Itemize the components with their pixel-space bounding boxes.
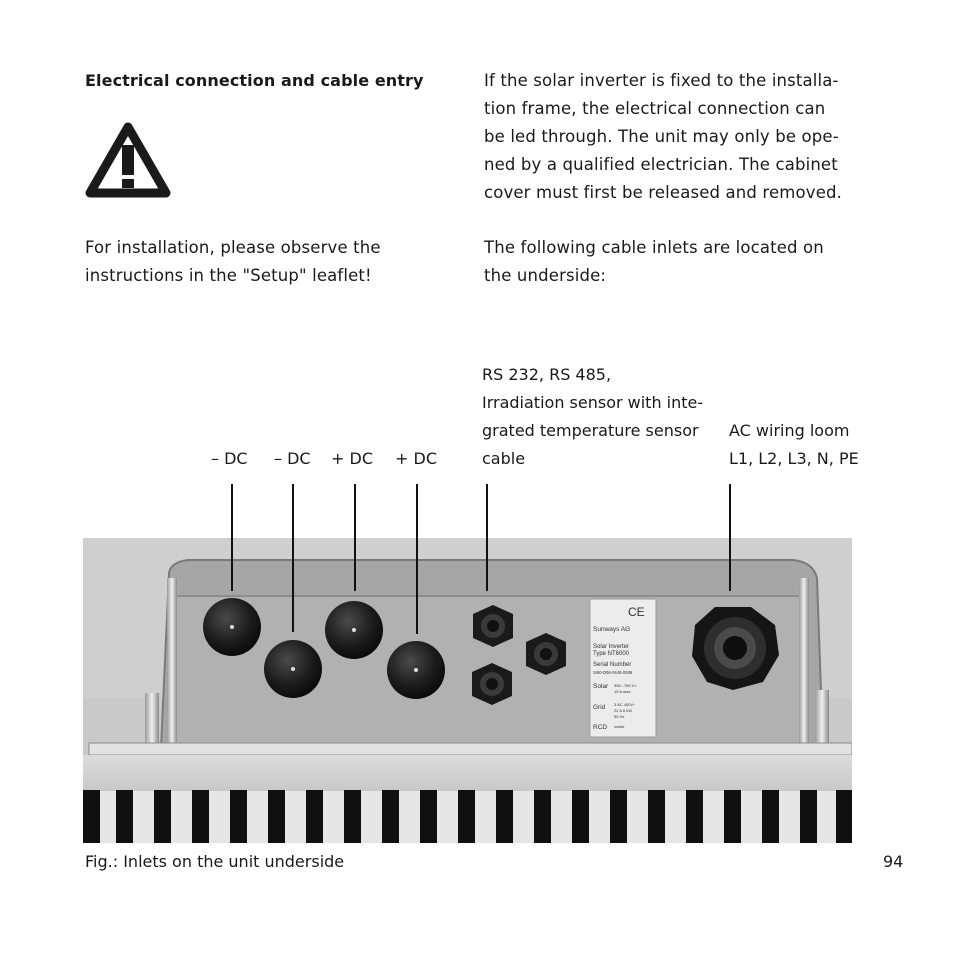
label-plus-dc-2: + DC — [395, 449, 437, 468]
connection-paragraph: If the solar inverter is fixed to the installa- tion frame, the electrical connection can be led through. The unit may only be ope- ned by a qualified electrician. The cabinet cover must first be released and removed. — [484, 71, 843, 202]
leader-line-dc2 — [292, 484, 294, 632]
leader-line-ac — [729, 484, 731, 591]
nameplate-solar-label: Solar — [593, 683, 609, 690]
nameplate-grid-spec2: 22 A 6 kW — [614, 708, 633, 713]
dc-connector-4 — [387, 641, 445, 699]
section-heading: Electrical connection and cable entry — [85, 71, 424, 90]
label-plus-dc-1: + DC — [331, 449, 373, 468]
dc-connector-1 — [203, 598, 261, 656]
nameplate-ce: CE — [628, 605, 645, 619]
dc-connector-2 — [264, 640, 322, 698]
label-rs-sensor-cable: RS 232, RS 485, Irradiation sensor with inte- grated temperature sensor cable — [482, 365, 704, 468]
nameplate-serial-label: Serial Number — [593, 662, 632, 668]
warning-triangle-icon — [82, 119, 174, 203]
leader-line-dc4 — [416, 484, 418, 634]
heatsink-fins — [83, 790, 852, 843]
nameplate-rcd-label: RCD — [593, 724, 608, 731]
label-minus-dc-1: – DC — [211, 449, 248, 468]
figure-caption: Fig.: Inlets on the unit underside — [85, 852, 345, 871]
nameplate-rcd-spec: inside — [614, 724, 625, 729]
leader-line-dc1 — [231, 484, 233, 591]
inverter-underside-photo — [83, 538, 852, 843]
leader-line-rs — [486, 484, 488, 591]
nameplate-serial: SI60-D06-0445-0089 — [593, 670, 633, 675]
nameplate-maker: Sunways AG — [593, 626, 631, 633]
nameplate-grid-label: Grid — [593, 704, 606, 711]
nameplate-solar-spec1: 350...750 V= — [614, 683, 637, 688]
label-minus-dc-2: – DC — [274, 449, 311, 468]
setup-instruction: For installation, please observe the instructions in the "Setup" leaflet! — [85, 238, 381, 285]
nameplate — [590, 599, 656, 737]
inlets-intro-paragraph: The following cable inlets are located on the underside: — [484, 238, 824, 285]
leader-line-dc3 — [354, 484, 356, 591]
nameplate-grid-spec1: 3 AC 400V~ — [614, 702, 636, 707]
nameplate-solar-spec2: 15 A max — [614, 689, 631, 694]
nameplate-grid-spec3: 50 Hz — [614, 714, 625, 719]
page-number: 94 — [883, 852, 904, 871]
nameplate-type: Type NT6000 — [593, 651, 630, 657]
label-ac-wiring-loom: AC wiring loom L1, L2, L3, N, PE — [729, 421, 859, 468]
dc-connector-3 — [325, 601, 383, 659]
nameplate-product: Solar Inverter — [593, 644, 630, 650]
